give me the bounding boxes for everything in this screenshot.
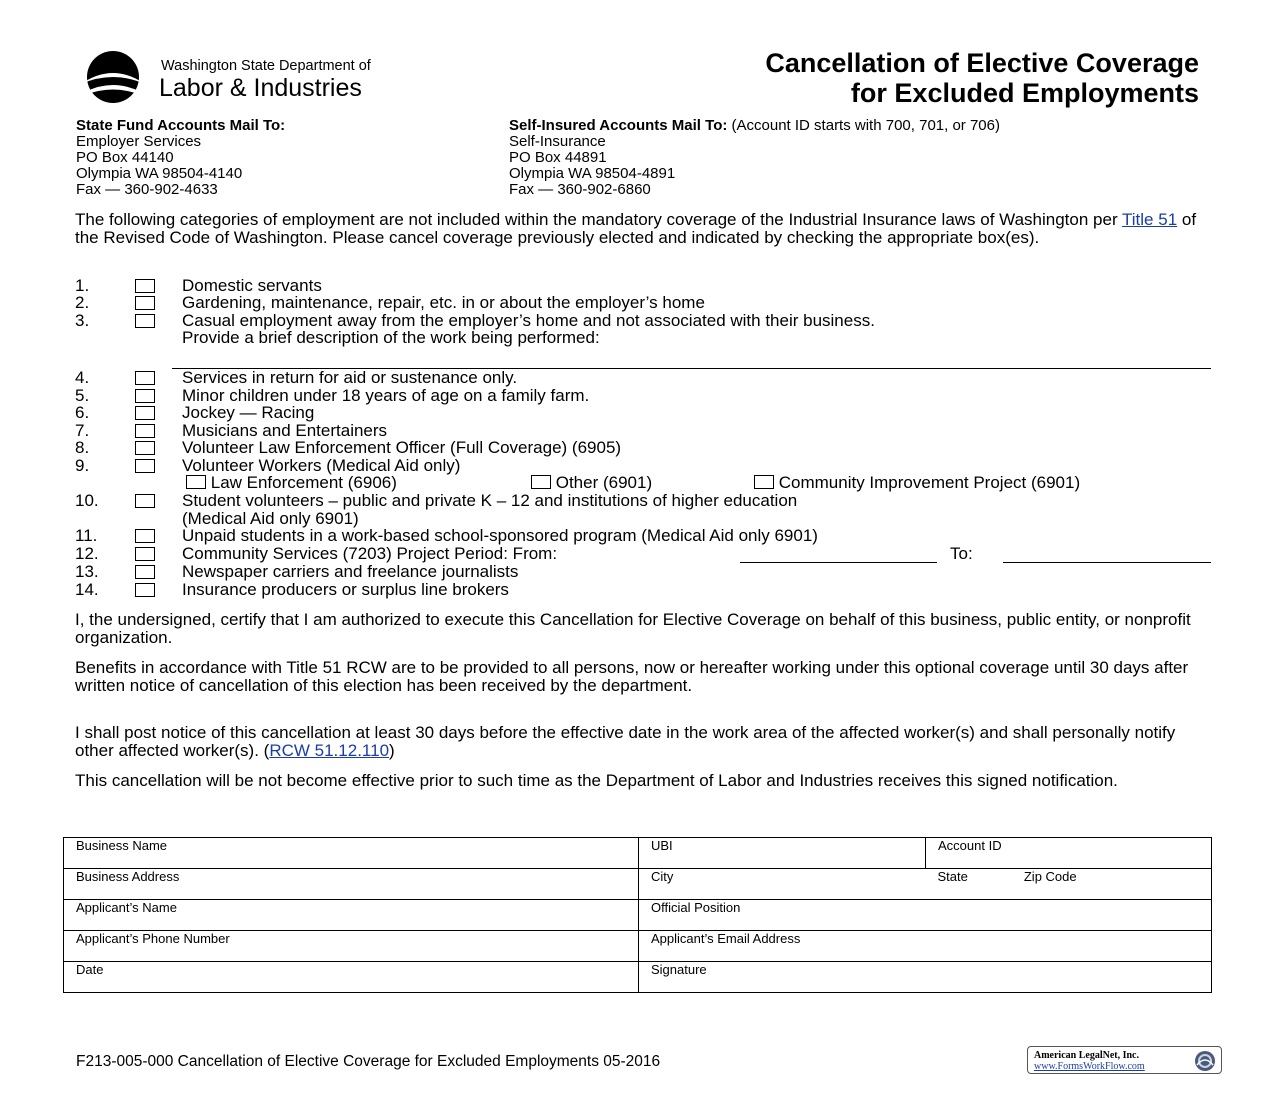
item-number: 14. bbox=[75, 580, 99, 599]
item-checkbox[interactable] bbox=[135, 406, 155, 420]
item-number: 5. bbox=[75, 386, 90, 405]
item-checkbox[interactable] bbox=[135, 459, 155, 473]
field-label: Date bbox=[76, 962, 104, 977]
self-insured-line: Self-Insurance bbox=[509, 133, 606, 150]
self-insured-line: Olympia WA 98504-4891 bbox=[509, 165, 676, 182]
item-number: 7. bbox=[75, 421, 90, 440]
title-line-2: for Excluded Employments bbox=[850, 78, 1199, 108]
intro-paragraph bbox=[75, 211, 1205, 246]
field-label: Business Name bbox=[76, 838, 168, 853]
zip-label: Zip Code bbox=[1023, 869, 1077, 884]
item-label: Musicians and Entertainers bbox=[182, 421, 388, 440]
item-checkbox[interactable] bbox=[135, 565, 155, 579]
signature-field[interactable] bbox=[639, 962, 1212, 993]
option-label: Law Enforcement (6906) bbox=[210, 473, 397, 492]
item-label: Newspaper carriers and freelance journalists bbox=[182, 562, 519, 581]
state-fund-line: Employer Services bbox=[76, 133, 202, 150]
field-label: City bbox=[651, 869, 674, 884]
item-9-option-community bbox=[754, 474, 1080, 492]
option-checkbox[interactable] bbox=[531, 475, 551, 489]
logo-department-text: Washington State Department of bbox=[161, 58, 371, 74]
city-field[interactable] bbox=[639, 869, 926, 900]
business-address-field[interactable] bbox=[64, 869, 639, 900]
item-number: 9. bbox=[75, 456, 90, 475]
item-checkbox[interactable] bbox=[135, 529, 155, 543]
state-fund-heading: State Fund Accounts Mail To: bbox=[76, 117, 286, 134]
date-field[interactable] bbox=[64, 962, 639, 993]
project-period-to-input[interactable] bbox=[1003, 562, 1211, 563]
state-fund-line: Olympia WA 98504-4140 bbox=[76, 165, 243, 182]
item-checkbox[interactable] bbox=[135, 441, 155, 455]
item-number: 13. bbox=[75, 562, 99, 581]
self-insured-line: Fax — 360-902-6860 bbox=[509, 181, 651, 198]
vendor-globe-icon bbox=[1193, 1049, 1217, 1073]
item-checkbox[interactable] bbox=[135, 547, 155, 561]
item-label: Volunteer Law Enforcement Officer (Full Coverage) (6905) bbox=[182, 438, 622, 457]
notice-text: I shall post notice of this cancellation at least 30 days before the effective date in the work area of the affected worker(s) and shall personally notify other affected worker(s). ( bbox=[75, 723, 1176, 760]
item-label: Community Services (7203) Project Period: From: bbox=[182, 544, 558, 563]
item-label: Insurance producers or surplus line brokers bbox=[182, 580, 509, 599]
item-number: 6. bbox=[75, 403, 90, 422]
state-fund-address bbox=[76, 118, 285, 198]
item-number: 11. bbox=[75, 526, 98, 545]
state-fund-line: PO Box 44140 bbox=[76, 149, 174, 166]
self-insured-note: (Account ID starts with 700, 701, or 706) bbox=[727, 117, 1000, 134]
lni-logo bbox=[73, 48, 433, 106]
intro-text: of the Revised Code of Washington. Please cancel coverage previously elected and indicated by checking the appropriate box(es). bbox=[75, 210, 1197, 247]
project-period-to-label: To: bbox=[950, 544, 973, 563]
intro-text: The following categories of employment are not included within the mandatory coverage of the Industrial Insurance laws of Washington per bbox=[75, 210, 1123, 229]
form-id-footer: F213-005-000 Cancellation of Elective Coverage for Excluded Employments 05-2016 bbox=[76, 1053, 661, 1070]
state-zip-field[interactable] bbox=[926, 869, 1212, 900]
item-checkbox[interactable] bbox=[135, 389, 155, 403]
field-label: Applicant’s Phone Number bbox=[76, 931, 230, 946]
item-label: Minor children under 18 years of age on a family farm. bbox=[182, 386, 590, 405]
item-checkbox[interactable] bbox=[135, 279, 155, 293]
item-number: 1. bbox=[75, 276, 90, 295]
field-label: Account ID bbox=[938, 838, 1002, 853]
item-10-subtext: (Medical Aid only 6901) bbox=[182, 509, 359, 528]
item-9-option-other bbox=[531, 474, 652, 492]
email-field[interactable] bbox=[639, 931, 1212, 962]
state-fund-line: Fax — 360-902-4633 bbox=[76, 181, 218, 198]
option-checkbox[interactable] bbox=[754, 475, 774, 489]
item-number: 2. bbox=[75, 293, 90, 312]
vendor-name: American LegalNet, Inc. bbox=[1034, 1050, 1139, 1061]
effective-paragraph: This cancellation will be not become effective prior to such time as the Department of Labor and Industries receives this signed notification. bbox=[75, 771, 1118, 790]
item-label: Gardening, maintenance, repair, etc. in or about the employer’s home bbox=[182, 293, 705, 312]
item-number: 10. bbox=[75, 491, 99, 510]
applicant-name-field[interactable] bbox=[64, 900, 639, 931]
option-checkbox[interactable] bbox=[186, 475, 206, 489]
field-label: Applicant’s Name bbox=[76, 900, 177, 915]
item-label: Services in return for aid or sustenance only. bbox=[182, 368, 518, 387]
field-label: UBI bbox=[651, 838, 673, 853]
item-checkbox[interactable] bbox=[135, 314, 155, 328]
field-label: Signature bbox=[651, 962, 707, 977]
item-3-subtext: Provide a brief description of the work being performed: bbox=[182, 328, 600, 347]
self-insured-heading: Self-Insured Accounts Mail To: bbox=[509, 117, 728, 134]
certify-paragraph: I, the undersigned, certify that I am authorized to execute this Cancellation for Elective Coverage on behalf of this business, public entity, or nonprofit organization. bbox=[75, 610, 1191, 647]
item-label: Volunteer Workers (Medical Aid only) bbox=[182, 456, 461, 475]
state-label: State bbox=[937, 869, 968, 884]
notice-text: ) bbox=[389, 740, 395, 760]
item-label: Student volunteers – public and private K – 12 and institutions of higher education bbox=[182, 491, 798, 510]
benefits-paragraph: Benefits in accordance with Title 51 RCW are to be provided to all persons, now or hereafter working under this optional coverage until 30 days after written notice of cancellation of this election has been received by the department. bbox=[75, 658, 1189, 695]
logo-agency-text: Labor & Industries bbox=[159, 74, 362, 102]
item-checkbox[interactable] bbox=[135, 494, 155, 508]
item-label: Jockey — Racing bbox=[182, 403, 315, 422]
item-checkbox[interactable] bbox=[135, 371, 155, 385]
item-9-option-law-enforcement bbox=[186, 474, 397, 492]
item-label: Unpaid students in a work-based school-sponsored program (Medical Aid only 6901) bbox=[182, 526, 818, 545]
item-checkbox[interactable] bbox=[135, 296, 155, 310]
item-label: Casual employment away from the employer’s home and not associated with their business. bbox=[182, 311, 875, 330]
field-label: Applicant’s Email Address bbox=[651, 931, 801, 946]
title-51-link[interactable]: Title 51 bbox=[1122, 210, 1178, 229]
business-name-field[interactable] bbox=[64, 838, 639, 869]
ubi-field[interactable] bbox=[639, 838, 926, 869]
official-position-field[interactable] bbox=[639, 900, 1212, 931]
item-checkbox[interactable] bbox=[135, 583, 155, 597]
account-id-field[interactable] bbox=[926, 838, 1212, 869]
phone-field[interactable] bbox=[64, 931, 639, 962]
form-title bbox=[765, 48, 1199, 108]
lni-logo-icon bbox=[73, 48, 153, 106]
title-line-1: Cancellation of Elective Coverage bbox=[765, 48, 1199, 78]
self-insured-line: PO Box 44891 bbox=[509, 149, 607, 166]
field-label: Official Position bbox=[651, 900, 741, 915]
rcw-link[interactable]: RCW 51.12.110 bbox=[269, 740, 390, 760]
applicant-form-grid bbox=[63, 837, 1212, 993]
item-number: 4. bbox=[75, 368, 90, 387]
option-label: Other (6901) bbox=[555, 473, 653, 492]
item-number: 3. bbox=[75, 311, 90, 330]
item-checkbox[interactable] bbox=[135, 424, 155, 438]
item-number: 12. bbox=[75, 544, 99, 563]
item-number: 8. bbox=[75, 438, 90, 457]
notice-paragraph bbox=[75, 724, 1205, 759]
item-label: Domestic servants bbox=[182, 276, 322, 295]
option-label: Community Improvement Project (6901) bbox=[778, 473, 1081, 492]
vendor-badge[interactable] bbox=[1027, 1046, 1222, 1074]
vendor-url[interactable]: www.FormsWorkFlow.com bbox=[1034, 1061, 1145, 1072]
project-period-from-input[interactable] bbox=[740, 562, 937, 563]
self-insured-address bbox=[509, 118, 1000, 198]
field-label: Business Address bbox=[76, 869, 180, 884]
